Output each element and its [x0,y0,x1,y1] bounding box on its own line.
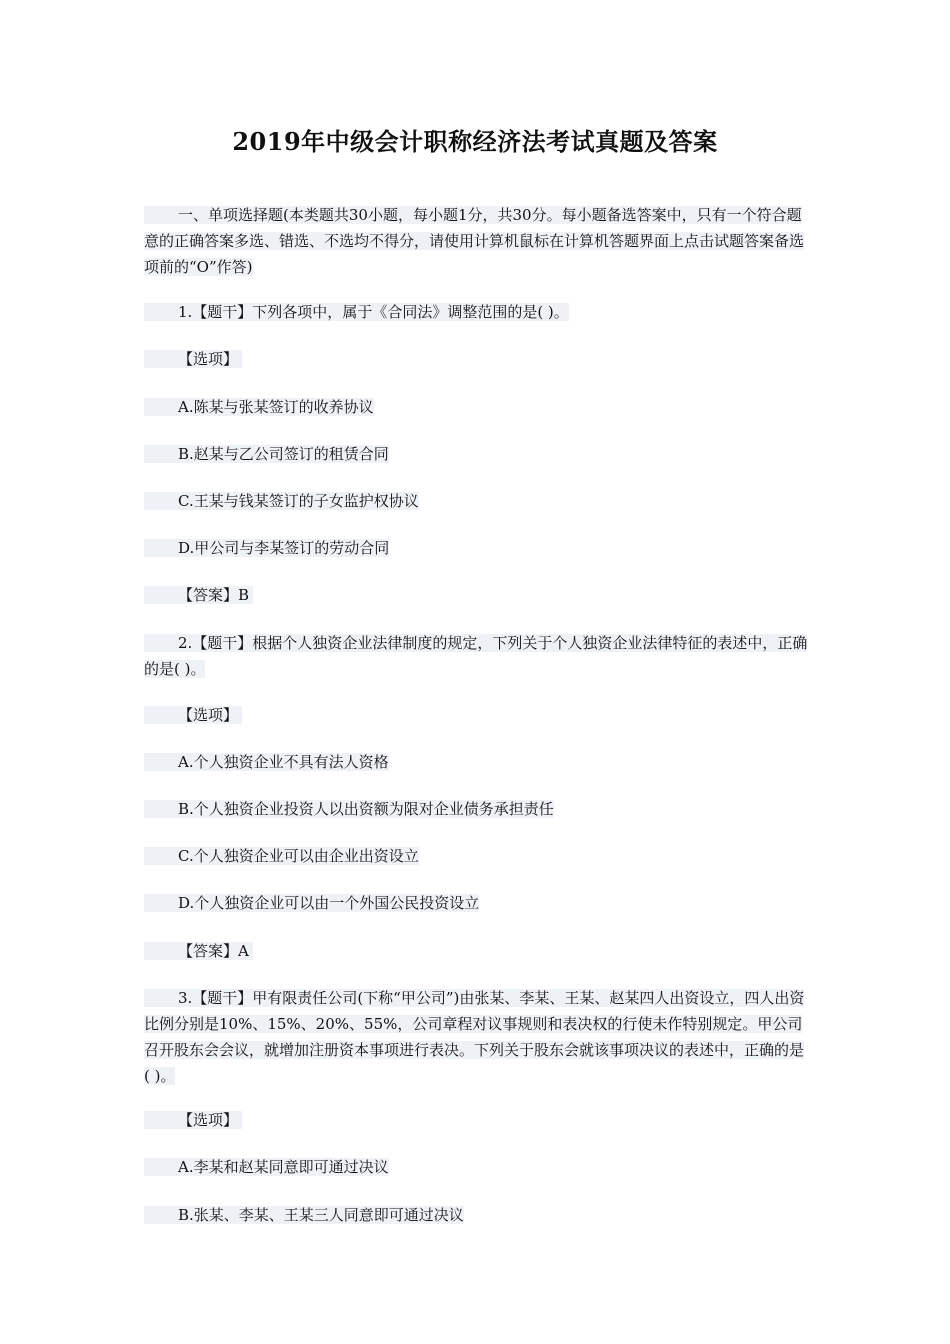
document-title: 2019年中级会计职称经济法考试真题及答案 [232,127,718,156]
question-1-option-a-text: A.陈某与张某签订的收养协议 [144,398,374,416]
question-1-stem-text: 1.【题干】下列各项中，属于《合同法》调整范围的是( )。 [144,303,569,321]
question-1-options-label-text: 【选项】 [144,350,242,368]
question-3-option-b [144,1202,808,1228]
question-2-stem [144,630,808,682]
question-1-option-d [144,535,808,561]
question-1-option-c-text: C.王某与钱某签订的子女监护权协议 [144,492,419,510]
question-2-option-d-text: D.个人独资企业可以由一个外国公民投资设立 [144,894,479,912]
question-1-option-a [144,394,808,420]
question-3-option-b-text: B.张某、李某、王某三人同意即可通过决议 [144,1206,464,1224]
question-1-stem [144,299,808,325]
question-3-options-label-text: 【选项】 [144,1111,242,1129]
question-1-option-d-text: D.甲公司与李某签订的劳动合同 [144,539,389,557]
question-2-options-label-text: 【选项】 [144,706,242,724]
question-1-answer-text: 【答案】B [144,586,253,604]
question-3-stem-text: 3.【题干】甲有限责任公司(下称“甲公司”)由张某、李某、王某、赵某四人出资设立，四人出资比例分别是10%、15%、20%、55%，公司章程对议事规则和表决权的行使未作特别规定。甲公司召开股东会会议，就增加注册资本事项进行表决。下列关于股东会就该事项决议的表述中，正确的是( )。 [144,989,805,1085]
question-2-option-c-text: C.个人独资企业可以由企业出资设立 [144,847,419,865]
question-2-option-a [144,749,808,775]
question-2-option-b [144,796,808,822]
question-2-answer [144,938,808,964]
section-instructions-text: 一、单项选择题(本类题共30小题，每小题1分，共30分。每小题备选答案中，只有一个符合题意的正确答案多选、错选、不选均不得分，请使用计算机鼠标在计算机答题界面上点击试题答案备选项前的“O”作答) [144,206,805,276]
question-3-option-a-text: A.李某和赵某同意即可通过决议 [144,1158,389,1176]
question-1-option-b-text: B.赵某与乙公司签订的租赁合同 [144,445,389,463]
section-instructions [144,202,808,280]
question-3-option-a [144,1154,808,1180]
question-2-option-a-text: A.个人独资企业不具有法人资格 [144,753,389,771]
question-2-answer-text: 【答案】A [144,942,253,960]
question-2-option-d [144,890,808,916]
question-1-option-b [144,441,808,467]
question-2-options-label [144,702,808,728]
question-3-stem [144,985,808,1089]
question-1-answer [144,582,808,608]
question-2-option-c [144,843,808,869]
question-2-stem-text: 2.【题干】根据个人独资企业法律制度的规定，下列关于个人独资企业法律特征的表述中，正确的是( )。 [144,634,808,678]
question-1-option-c [144,488,808,514]
question-3-options-label [144,1107,808,1133]
question-1-options-label [144,346,808,372]
question-2-option-b-text: B.个人独资企业投资人以出资额为限对企业债务承担责任 [144,800,554,818]
